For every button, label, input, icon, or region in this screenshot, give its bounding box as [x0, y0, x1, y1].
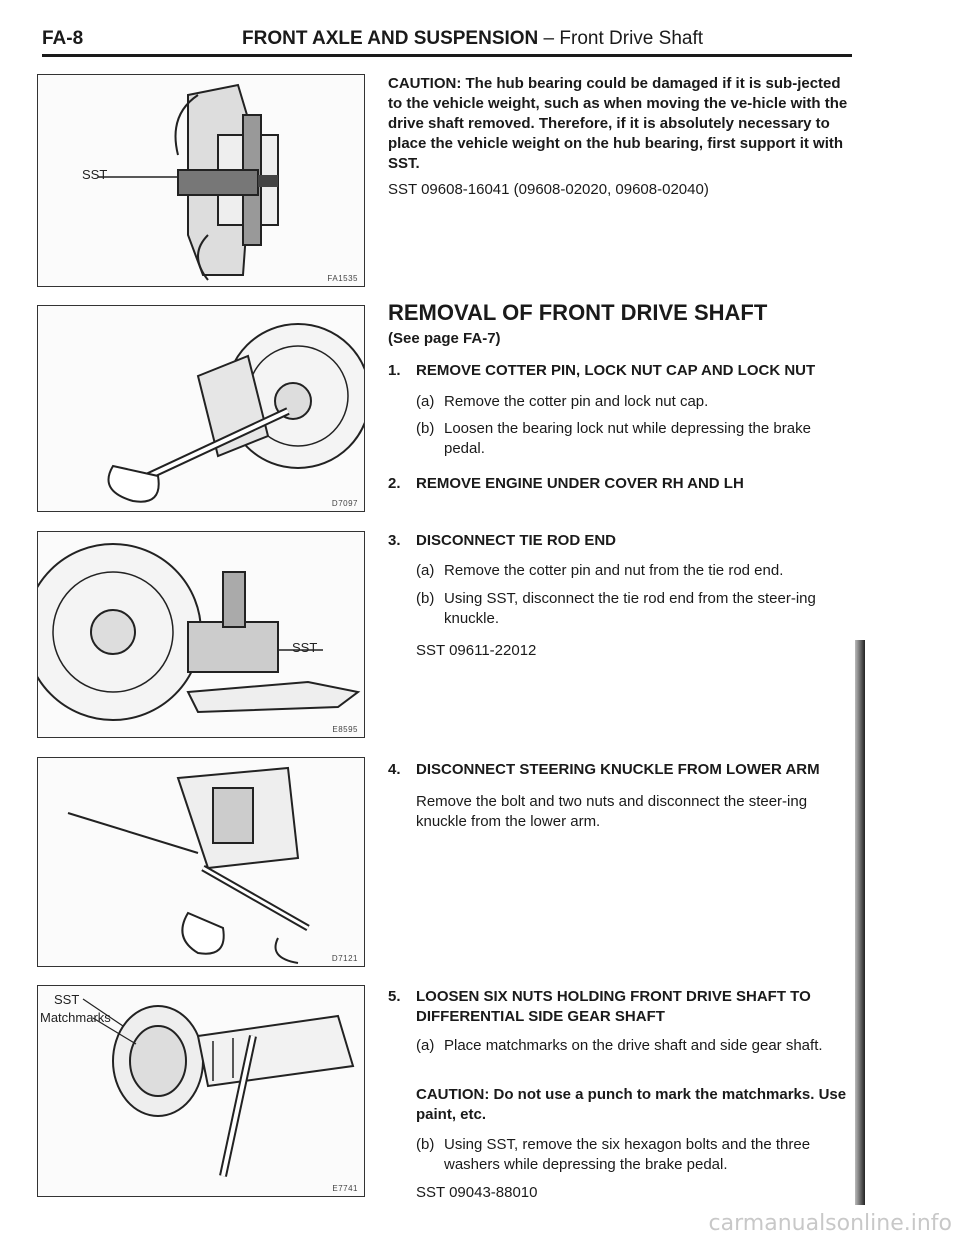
figure-id: E7741: [332, 1184, 358, 1193]
removal-title: REMOVAL OF FRONT DRIVE SHAFT: [388, 300, 768, 325]
knuckle-wrench-illustration: [38, 758, 364, 966]
sub-text: Using SST, remove the six hexagon bolts and the three washers while depressing the brake pedal.: [444, 1136, 811, 1173]
step-3-title: [388, 531, 853, 551]
sub-text: Remove the cotter pin and lock nut cap.: [444, 393, 709, 410]
figure-id: FA1535: [327, 274, 358, 283]
wrench-on-hub-illustration: [38, 306, 364, 511]
section-subtitle: – Front Drive Shaft: [538, 28, 704, 49]
figure-label-sst: SST: [82, 167, 108, 182]
step-number: 5.: [388, 988, 401, 1005]
sub-text: Using SST, disconnect the tie rod end from the steer-ing knuckle.: [444, 590, 816, 627]
step-1a: [416, 392, 853, 412]
step-5-sst: SST 09043-88010: [416, 1184, 538, 1201]
page-edge-shadow: [855, 640, 865, 1205]
figure-drive-shaft-matchmarks: [37, 985, 365, 1197]
caution-hub-bearing: [388, 74, 853, 174]
tie-rod-puller-illustration: [38, 532, 364, 737]
sub-text: Remove the cotter pin and nut from the tie rod end.: [444, 562, 784, 579]
sub-text: Loosen the bearing lock nut while depressing the brake pedal.: [444, 420, 811, 457]
figure-label-sst: SST: [54, 992, 80, 1007]
step-title: LOOSEN SIX NUTS HOLDING FRONT DRIVE SHAFT TO DIFFERENTIAL SIDE GEAR SHAFT: [416, 988, 811, 1025]
page-code: FA-8: [42, 28, 84, 49]
step-5-title: [388, 987, 853, 1027]
sub-label: (b): [416, 420, 435, 437]
step-1b: [416, 419, 853, 459]
figure-lock-nut-removal: [37, 305, 365, 512]
figure-hub-bearing-sst: [37, 74, 365, 287]
figure-label-sst: SST: [292, 640, 318, 655]
sub-text: Place matchmarks on the drive shaft and side gear shaft.: [444, 1037, 823, 1054]
figure-label-matchmarks: Matchmarks: [40, 1010, 111, 1025]
step-4-title: [388, 760, 853, 780]
caution-label: CAUTION:: [388, 75, 462, 92]
figure-tie-rod-sst: [37, 531, 365, 738]
figure-id: D7121: [331, 954, 358, 963]
step-number: 1.: [388, 362, 401, 379]
watermark: carmanualsonline.info: [708, 1211, 952, 1236]
sub-label: (a): [416, 1037, 435, 1054]
step-5a: [416, 1036, 853, 1056]
step-title: DISCONNECT TIE ROD END: [416, 532, 617, 549]
step-5b: [416, 1135, 853, 1175]
sub-label: (b): [416, 1136, 435, 1153]
sub-label: (a): [416, 393, 435, 410]
step-number: 4.: [388, 761, 401, 778]
section-title: [242, 28, 703, 50]
step-2-title: [388, 474, 853, 494]
caution-text: The hub bearing could be damaged if it is sub-jected to the vehicle weight, such as when moving the ve-hicle with the drive shaft removed. Therefore, if it is absolutely necessary to place the vehicle weight on the hub bearing, first support it with SST.: [388, 75, 848, 172]
step-3b: [416, 589, 853, 629]
step-title: DISCONNECT STEERING KNUCKLE FROM LOWER ARM: [416, 761, 820, 778]
figure-knuckle-lower-arm: [37, 757, 365, 967]
caution-text: Do not use a punch to mark the matchmarks. Use paint, etc.: [416, 1086, 847, 1123]
step-4-body: Remove the bolt and two nuts and disconnect the steer-ing knuckle from the lower arm.: [416, 793, 808, 830]
step-1-title: [388, 361, 853, 381]
step-number: 2.: [388, 475, 401, 492]
figure-id: E8595: [332, 725, 358, 734]
figure-id: D7097: [331, 499, 358, 508]
caution-label: CAUTION:: [416, 1086, 490, 1103]
removal-see-page: (See page FA-7): [388, 330, 501, 347]
step-5-caution: [416, 1085, 853, 1125]
step-title: REMOVE COTTER PIN, LOCK NUT CAP AND LOCK NUT: [416, 362, 816, 379]
sub-label: (b): [416, 590, 435, 607]
step-number: 3.: [388, 532, 401, 549]
step-3a: [416, 561, 853, 581]
step-title: REMOVE ENGINE UNDER COVER RH AND LH: [416, 475, 744, 492]
sub-label: (a): [416, 562, 435, 579]
section-name: FRONT AXLE AND SUSPENSION: [242, 28, 539, 49]
sst-number: SST 09608-16041 (09608-02020, 09608-02040): [388, 181, 709, 198]
step-3-sst: SST 09611-22012: [416, 642, 537, 659]
page-header: [42, 28, 852, 57]
